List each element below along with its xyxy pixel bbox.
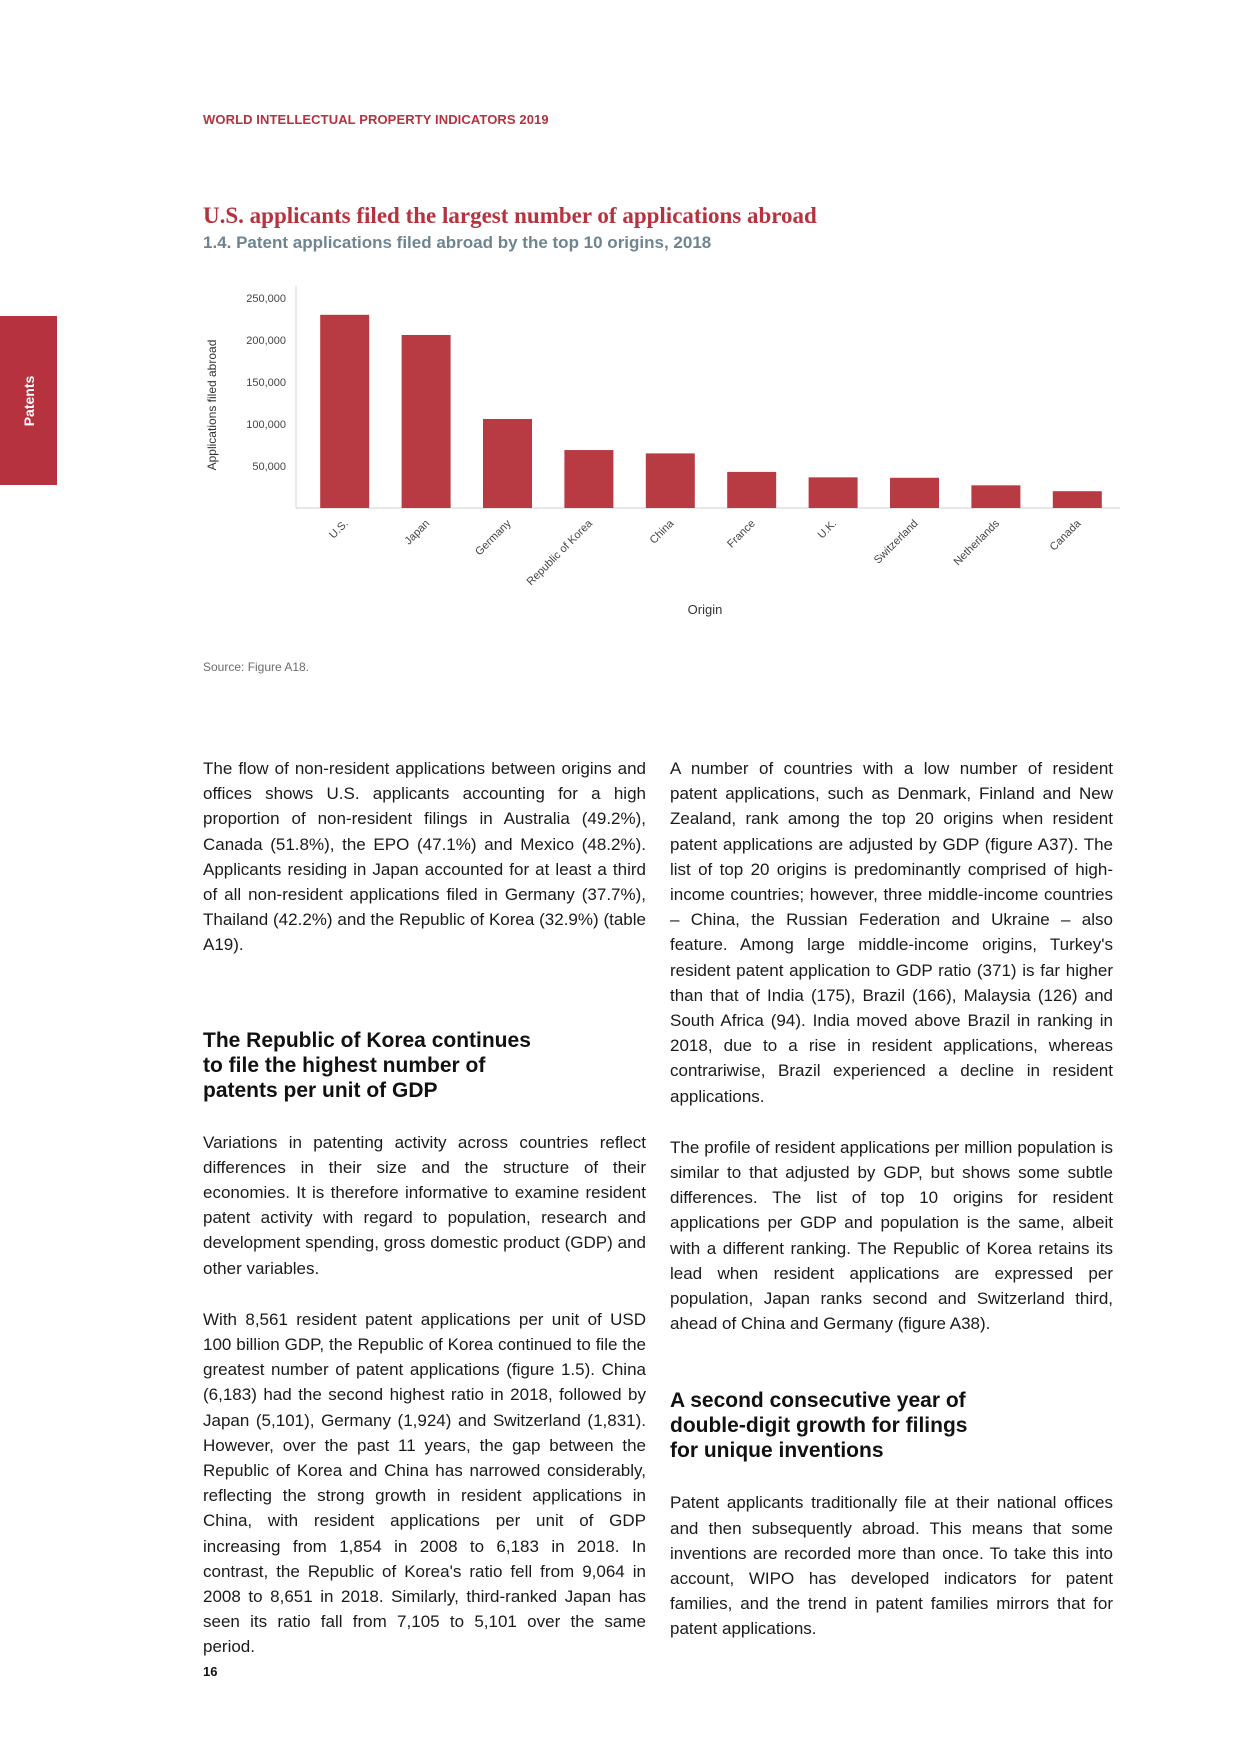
bar [971, 485, 1020, 508]
x-tick-label: U.S. [327, 517, 351, 542]
paragraph: Patent applicants traditionally file at their national offices and then subsequently abroad. This means that some inventions are recorded more than once. To take this into account, WIPO has developed indicators for patent families, and the trend in patent families mirrors that for patent applications. [670, 1493, 1113, 1639]
x-tick-label: Japan [402, 517, 433, 548]
y-tick-label: 250,000 [246, 293, 286, 305]
bar [809, 477, 858, 508]
bar-chart [200, 280, 1130, 630]
page-number: 16 [203, 1664, 218, 1679]
figure-source: Source: Figure A18. [203, 660, 310, 674]
right-column [670, 756, 1113, 1642]
running-header: WORLD INTELLECTUAL PROPERTY INDICATORS 2019 [203, 112, 549, 127]
chart-bars [320, 315, 1102, 508]
x-axis-label: Origin [687, 602, 723, 617]
x-tick-label: Netherlands [951, 517, 1003, 569]
y-tick-label: 200,000 [246, 335, 286, 347]
paragraph: A number of countries with a low number of resident patent applications, such as Denmark, Finland and New Zealand, rank among the top 20 origins when resident patent applications are adjusted by GDP (figure A37). The list of top 20 origins is predominantly comprised of high-income countries; however, three middle-income countries – China, the Russian Federation and Ukraine – also feature. Among large middle-income origins, Turkey's resident patent application to GDP ratio (371) is far higher than that of India (175), Brazil (166), Malaysia (126) and South Africa (94). India moved above Brazil in ranking in 2018, due to a rise in resident applications, whereas contrariwise, Brazil experienced a decline in resident applications. [670, 759, 1113, 1106]
figure-subtitle: 1.4. Patent applications filed abroad by the top 10 origins, 2018 [203, 233, 712, 252]
bar [1053, 491, 1102, 508]
x-tick-label: U.K. [815, 517, 840, 542]
section-heading [203, 1028, 646, 1103]
heading-line: for unique inventions [670, 1439, 884, 1463]
x-tick-label: China [647, 517, 677, 547]
heading-line: The Republic of Korea continues [203, 1028, 531, 1052]
paragraph: Variations in patenting activity across countries reflect differences in their size and the structure of their economies. It is therefore informative to examine resident patent activity with regard to population, research and development spending, gross domestic product (GDP) and other variables. [203, 1132, 646, 1278]
bar [402, 335, 451, 508]
section-heading [670, 1388, 1113, 1463]
bar [564, 450, 613, 508]
x-axis-labels [327, 517, 1084, 588]
bar [727, 472, 776, 508]
bar [646, 453, 695, 508]
paragraph: With 8,561 resident patent applications per unit of USD 100 billion GDP, the Republic of Korea continued to file the greatest number of patent applications (figure 1.5). China (6,183) had the second highest ratio in 2018, followed by Japan (5,101), Germany (1,924) and Switzerland (1,831). However, over the past 11 years, the gap between the Republic of Korea and China has narrowed considerably, reflecting the strong growth in resident applications in China, with resident applications per unit of GDP increasing from 1,854 in 2008 to 6,183 in 2018. In contrast, the Republic of Korea's ratio fell from 9,064 in 2008 to 8,651 in 2018. Similarly, third-ranked Japan has seen its ratio fall from 7,105 to 5,101 over the same period. [203, 1309, 646, 1657]
section-tab [0, 316, 57, 485]
heading-line: to file the highest number of [203, 1053, 486, 1077]
paragraph: The flow of non-resident applications between origins and offices shows U.S. applicants accounting for a high proportion of non-resident filings in Australia (49.2%), Canada (51.8%), the EPO (47.1%) and Mexico (48.2%). Applicants residing in Japan accounted for at least a third of all non-resident applications filed in Germany (37.7%), Thailand (42.2%) and the Republic of Korea (32.9%) (table A19). [203, 759, 646, 955]
figure-title: U.S. applicants filed the largest number of applications abroad [203, 203, 817, 228]
y-tick-label: 100,000 [246, 419, 286, 431]
paragraph: The profile of resident applications per million population is similar to that adjusted by GDP, but shows some subtle differences. The list of top 10 origins for resident applications per GDP and population is the same, albeit with a different ranking. The Republic of Korea retains its lead when resident applications are expressed per population, Japan ranks second and Switzerland third, ahead of China and Germany (figure A38). [670, 1137, 1113, 1334]
bar [320, 315, 369, 508]
x-tick-label: Germany [473, 517, 514, 559]
section-tab-label: Patents [20, 375, 37, 426]
heading-line: patents per unit of GDP [203, 1078, 438, 1102]
heading-line: double-digit growth for filings [670, 1414, 968, 1438]
heading-line: A second consecutive year of [670, 1389, 966, 1413]
bar [483, 419, 532, 508]
x-tick-label: Republic of Korea [524, 517, 596, 588]
x-tick-label: Switzerland [871, 517, 921, 567]
left-column [203, 756, 646, 1660]
x-tick-label: France [725, 517, 758, 551]
y-axis-label: Applications filed abroad [205, 339, 219, 471]
y-tick-label: 150,000 [246, 377, 286, 389]
x-tick-label: Canada [1047, 517, 1084, 554]
y-tick-label: 50,000 [252, 461, 286, 473]
bar [890, 478, 939, 508]
